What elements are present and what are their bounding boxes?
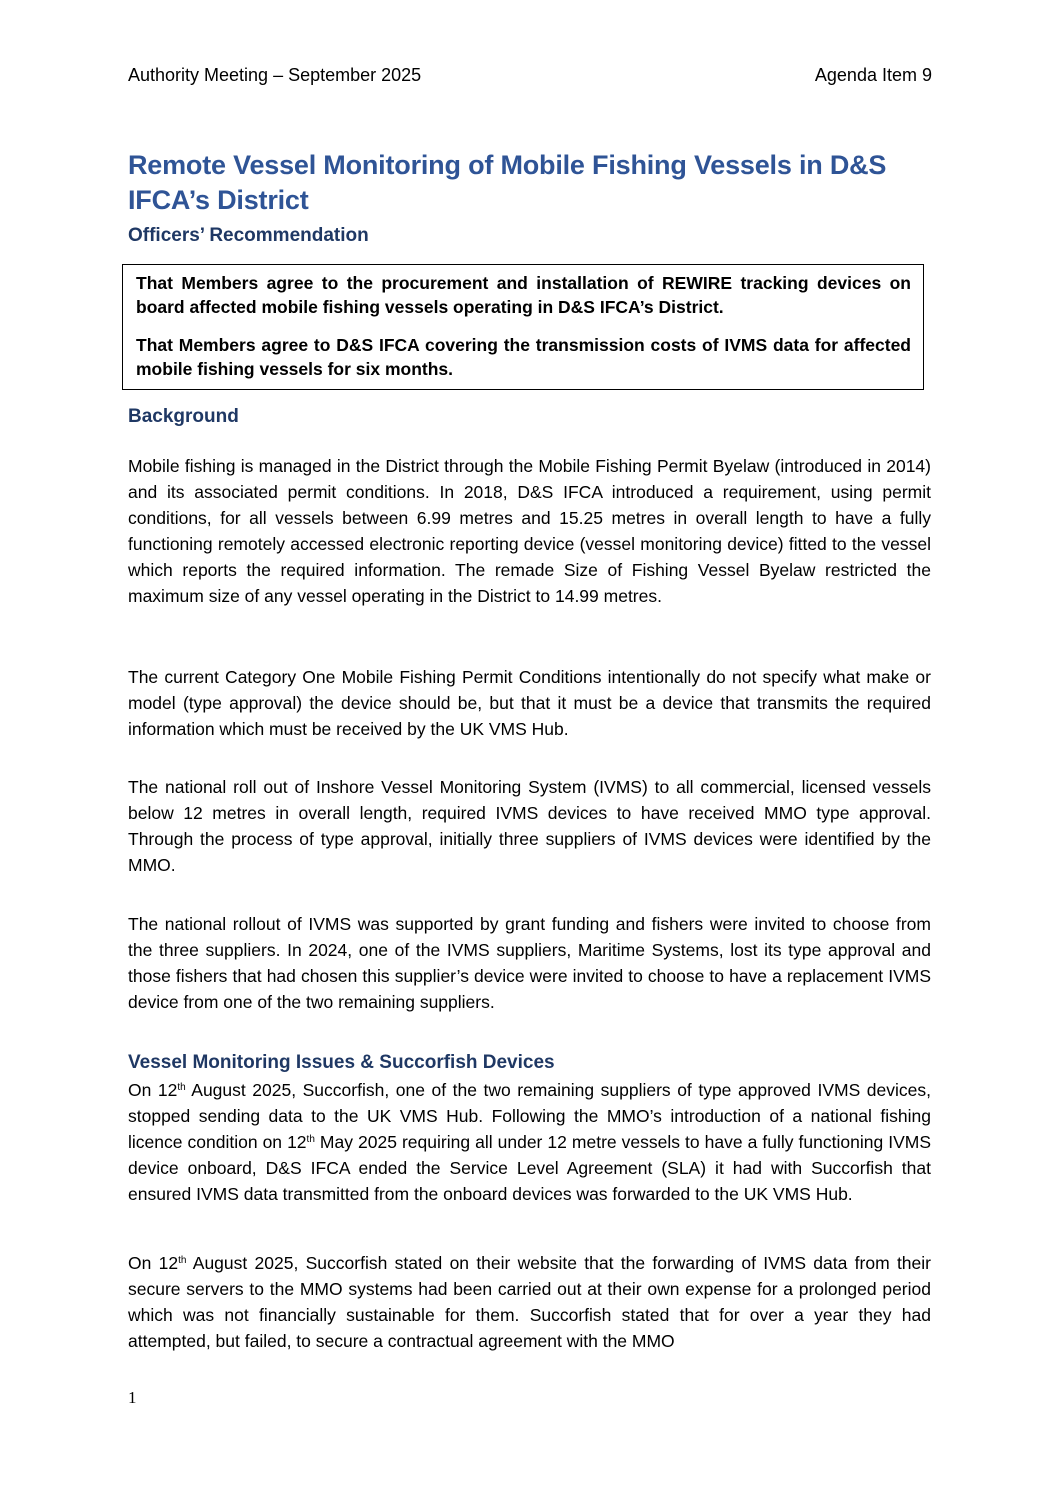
recommendation-box	[122, 264, 924, 390]
recommendation-heading: Officers’ Recommendation	[128, 225, 369, 246]
page-header	[128, 64, 932, 86]
section-heading-background: Background	[128, 406, 239, 427]
header-agenda-item: Agenda Item 9	[814, 65, 932, 85]
header-meeting-label: Authority Meeting – September 2025	[128, 65, 422, 85]
paragraph: The national rollout of IVMS was supported by grant funding and fishers were invited to choose from the three suppliers. In 2024, one of the IVMS suppliers, Maritime Systems, lost its type approval and those fishers that had chosen this supplier’s device were invited to choose to have a replacement IVMS device from one of the two remaining suppliers.	[128, 914, 931, 1012]
paragraph: The current Category One Mobile Fishing Permit Conditions intentionally do not specify what make or model (type approval) the device should be, but that it must be a device that transmits the required information which must be received by the UK VMS Hub.	[128, 667, 931, 739]
page-number: 1	[128, 1388, 137, 1407]
paragraph: Mobile fishing is managed in the District through the Mobile Fishing Permit Byelaw (introduced in 2014) and its associated permit conditions. In 2018, D&S IFCA introduced a requirement, using permit conditions, for all vessels between 6.99 metres and 15.25 metres in overall length to have a fully functioning remotely accessed electronic reporting device (vessel monitoring device) fitted to the vessel which reports the required information. The remade Size of Fishing Vessel Byelaw restricted the maximum size of any vessel operating in the District to 14.99 metres.	[128, 456, 931, 606]
section-heading-succorfish: Vessel Monitoring Issues & Succorfish Devices	[128, 1052, 555, 1073]
paragraph: The national roll out of Inshore Vessel Monitoring System (IVMS) to all commercial, licensed vessels below 12 metres in overall length, required IVMS devices to have received MMO type approval. Through the process of type approval, initially three suppliers of IVMS devices were identified by the MMO.	[128, 777, 931, 875]
recommendation-item: That Members agree to the procurement and installation of REWIRE tracking devices on board affected mobile fishing vessels operating in D&S IFCA’s District.	[136, 273, 911, 317]
paragraph: On 12th August 2025, Succorfish stated on their website that the forwarding of IVMS data from their secure servers to the MMO systems had been carried out at their own expense for a prolonged period which was not financially sustainable for them. Succorfish stated that for over a year they had attempted, but failed, to secure a contractual agreement with the MMO	[128, 1253, 931, 1351]
paragraph: On 12th August 2025, Succorfish, one of the two remaining suppliers of type approved IVMS devices, stopped sending data to the UK VMS Hub. Following the MMO’s introduction of a national fishing licence condition on 12th May 2025 requiring all under 12 metre vessels to have a fully functioning IVMS device onboard, D&S IFCA ended the Service Level Agreement (SLA) it had with Succorfish that ensured IVMS data transmitted from the onboard devices was forwarded to the UK VMS Hub.	[128, 1080, 931, 1204]
recommendation-item: That Members agree to D&S IFCA covering the transmission costs of IVMS data for affected mobile fishing vessels for six months.	[136, 335, 911, 379]
document-title: Remote Vessel Monitoring of Mobile Fishing Vessels in D&S IFCA’s District	[128, 150, 887, 215]
